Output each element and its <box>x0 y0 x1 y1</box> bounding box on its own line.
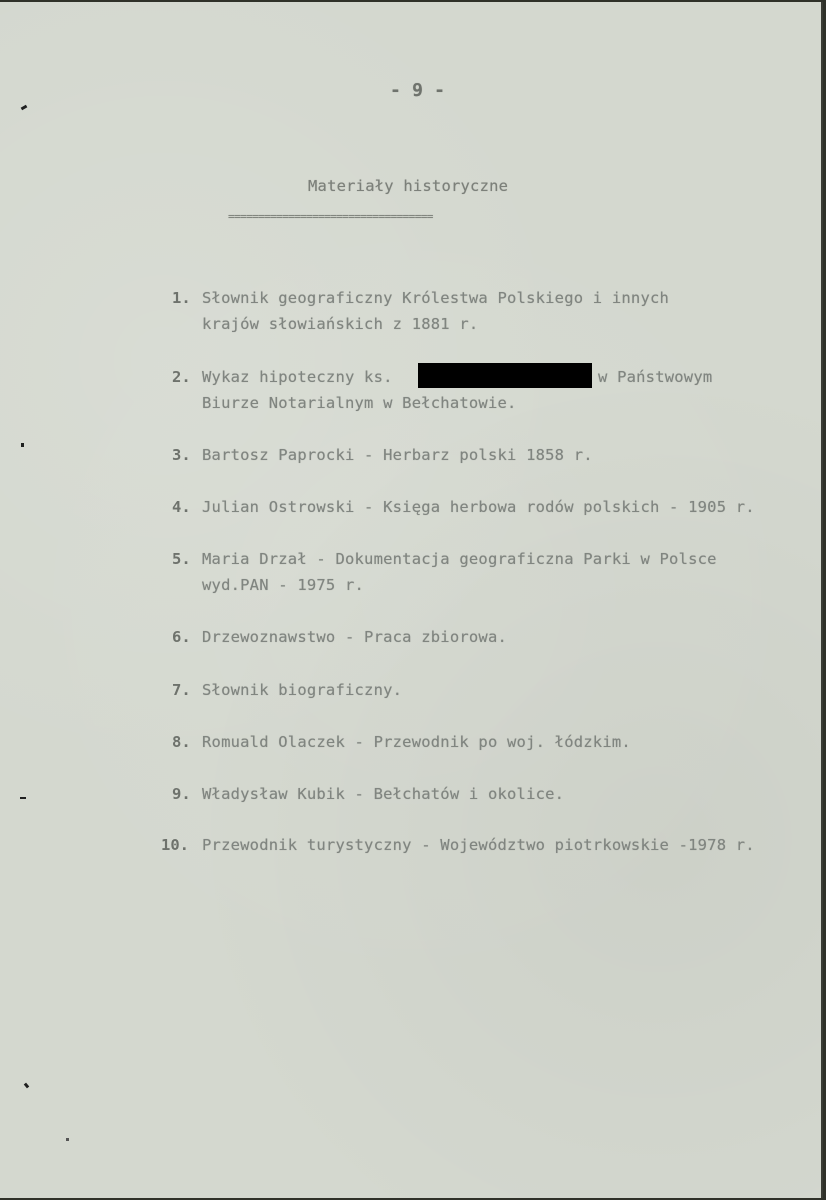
item-number: 7. <box>172 681 191 699</box>
title-underline: ================================== <box>228 210 433 223</box>
page-number: - 9 - <box>390 80 446 101</box>
item-number: 3. <box>172 446 191 464</box>
margin-mark <box>21 105 28 111</box>
item-number: 1. <box>172 289 191 307</box>
item-text: Bartosz Paprocki - Herbarz polski 1858 r. <box>202 446 593 464</box>
item-text: Drzewoznawstwo - Praca zbiorowa. <box>202 628 508 646</box>
item-text: Romuald Olaczek - Przewodnik po woj. łódzkim. <box>202 733 631 751</box>
redaction-box <box>418 363 592 388</box>
item-text: Julian Ostrowski - Księga herbowa rodów polskich - 1905 r. <box>202 498 755 516</box>
item-text: Maria Drzał - Dokumentacja geograficzna Parki w Polsce <box>202 550 717 568</box>
item-text: Władysław Kubik - Bełchatów i okolice. <box>202 785 565 803</box>
item-text: w Państwowym <box>598 368 713 386</box>
item-text: Słownik geograficzny Królestwa Polskiego i innych <box>202 289 670 307</box>
item-text: wyd.PAN - 1975 r. <box>202 576 365 594</box>
margin-mark <box>21 443 24 447</box>
margin-mark <box>66 1138 69 1141</box>
item-text: Biurze Notarialnym w Bełchatowie. <box>202 394 517 412</box>
item-number: 9. <box>172 785 191 803</box>
margin-mark <box>24 1083 30 1089</box>
item-text: Słownik biograficzny. <box>202 681 403 699</box>
item-text: Przewodnik turystyczny - Województwo piotrkowskie -1978 r. <box>202 836 755 854</box>
page-title: Materiały historyczne <box>308 177 509 195</box>
item-number: 10. <box>161 836 189 854</box>
item-number: 5. <box>172 550 191 568</box>
margin-mark <box>20 797 26 799</box>
item-number: 8. <box>172 733 191 751</box>
item-text: krajów słowiańskich z 1881 r. <box>202 315 479 333</box>
scan-edge <box>821 2 823 1198</box>
item-number: 4. <box>172 498 191 516</box>
item-number: 2. <box>172 368 191 386</box>
document-page <box>0 2 823 1198</box>
item-number: 6. <box>172 628 191 646</box>
item-text: Wykaz hipoteczny ks. <box>202 368 393 386</box>
